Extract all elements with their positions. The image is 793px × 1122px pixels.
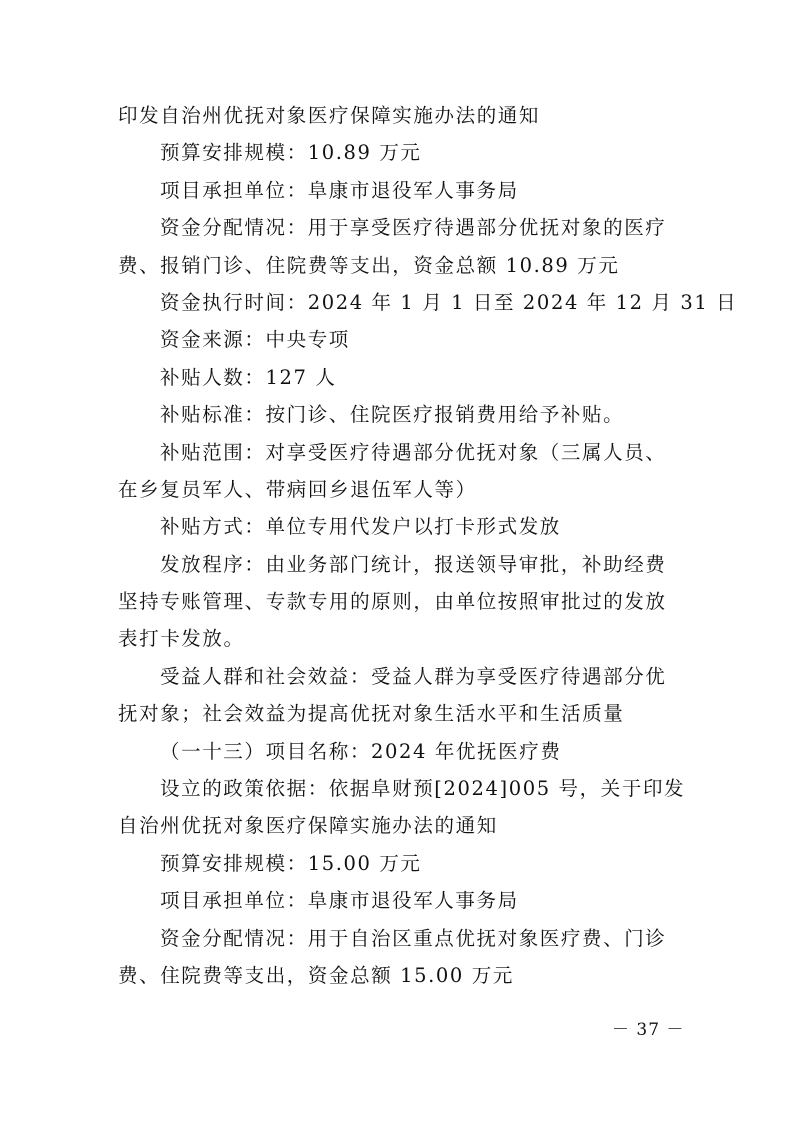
text-line: 费、住院费等支出，资金总额 15.00 万元 [118,963,514,987]
page-number: － 37 － [612,1020,685,1040]
text-line: 费、报销门诊、住院费等支出，资金总额 10.89 万元 [118,253,620,277]
text-line: 补贴标准：按门诊、住院医疗报销费用给予补贴。 [160,403,625,427]
text-line: 表打卡发放。 [118,627,245,651]
text-line: 补贴人数：127 人 [160,365,337,389]
text-line: 受益人群和社会效益：受益人群为享受医疗待遇部分优 [160,664,667,688]
text-line: 自治州优抚对象医疗保障实施办法的通知 [118,814,498,838]
text-line: 补贴方式：单位专用代发户以打卡形式发放 [160,515,561,539]
text-line: 坚持专账管理、专款专用的原则，由单位按照审批过的发放 [118,590,667,614]
section-heading: （一十三）项目名称：2024 年优抚医疗费 [160,739,562,763]
text-line: 补贴范围：对享受医疗待遇部分优抚对象（三属人员、 [160,440,667,464]
text-line: 资金来源：中央专项 [160,328,350,352]
text-line: 资金执行时间：2024 年 1 月 1 日至 2024 年 12 月 31 日 [160,290,738,314]
text-line: 在乡复员军人、带病回乡退伍军人等） [118,477,477,501]
text-line: 项目承担单位：阜康市退役军人事务局 [160,889,519,913]
text-line: 预算安排规模：15.00 万元 [160,851,422,875]
text-line: 资金分配情况：用于自治区重点优抚对象医疗费、门诊 [160,926,667,950]
text-line: 资金分配情况：用于享受医疗待遇部分优抚对象的医疗 [160,216,667,240]
text-line: 项目承担单位：阜康市退役军人事务局 [160,178,519,202]
text-line: 印发自治州优抚对象医疗保障实施办法的通知 [118,104,541,127]
text-line: 发放程序：由业务部门统计，报送领导审批，补助经费 [160,552,667,576]
text-line: 预算安排规模：10.89 万元 [160,141,422,165]
text-line: 抚对象；社会效益为提高优抚对象生活水平和生活质量 [118,702,625,726]
body-text [118,97,738,994]
text-line: 设立的政策依据：依据阜财预[2024]005 号，关于印发 [160,777,686,801]
